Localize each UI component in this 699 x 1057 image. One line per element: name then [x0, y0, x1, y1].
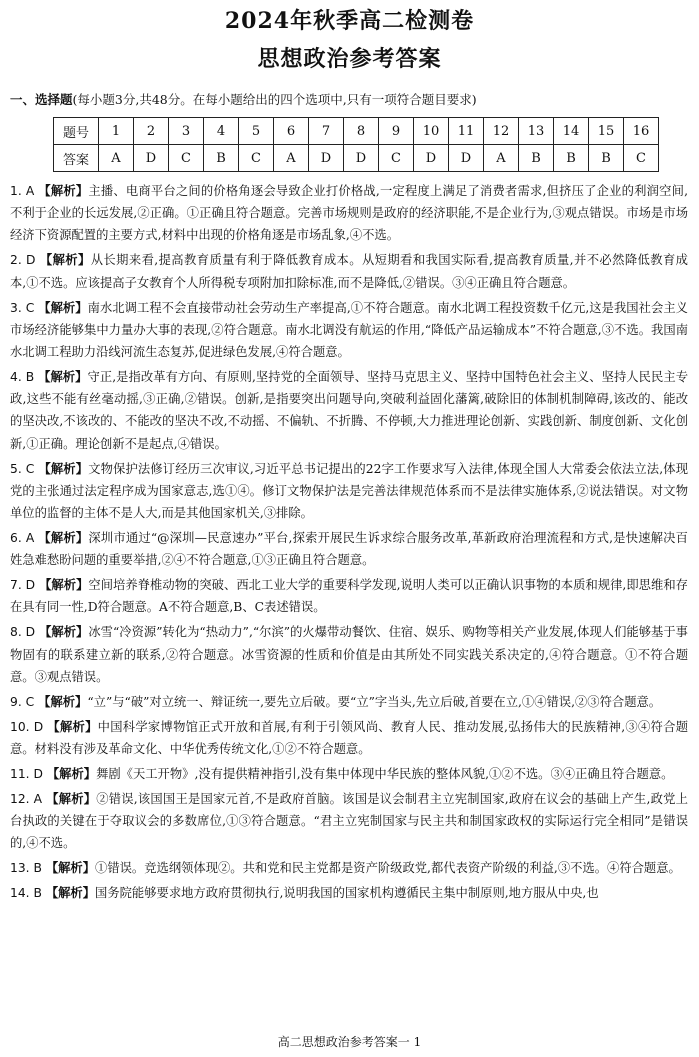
item-explanation-text: 深圳市通过“@深圳—民意速办”平台,探索开展民生诉求综合服务改革,革新政府治理流程和方式,是快速解决百姓急难愁盼问题的重要举措,②④不符合题意,①③正确且符合题意。 [10, 531, 688, 568]
explanation-item [10, 574, 688, 618]
question-number-cell: 12 [484, 118, 519, 145]
explanation-item [10, 180, 688, 247]
answer-cell: D [134, 145, 169, 172]
answer-cell: A [274, 145, 309, 172]
row-label-number: 题号 [54, 118, 99, 145]
item-explanation-text: 从长期来看,提高教育质量有利于降低教育成本。从短期看和我国实际看,提高教育质量,并不必然降低教育成本,①不选。应该提高子女教育个人所得税专项附加扣除标准,而不是降低,②错误。③④正确且符合题意。 [10, 253, 688, 290]
question-number-cell: 13 [519, 118, 554, 145]
analysis-tag: 【解析】 [46, 792, 97, 807]
item-explanation-text: 舞剧《天工开物》,没有提供精神指引,没有集中体现中华民族的整体风貌,①②不选。③④正确且符合题意。 [96, 767, 674, 782]
answer-cell: C [624, 145, 659, 172]
answer-cell: B [204, 145, 239, 172]
answer-cell: B [519, 145, 554, 172]
explanation-item [10, 763, 688, 785]
analysis-tag: 【解析】 [38, 370, 88, 385]
item-explanation-text: 主播、电商平台之间的价格角逐会导致企业打价格战,一定程度上满足了消费者需求,但挤压了企业的利润空间,不利于企业的长远发展,②正确。①正确且符合题意。完善市场规则是政府的经济职能,不是企业行为,③观点错误。市场是市场经济下资源配置的主要方式,材料中出现的价格角逐是市场乱象,④不选。 [10, 184, 688, 243]
analysis-tag: 【解析】 [38, 694, 88, 709]
item-number-answer: 10. D [10, 719, 44, 734]
item-explanation-text: “立”与“破”对立统一、辩证统一,要先立后破。要“立”字当头,先立后破,首要在立,①④错误,②③符合题意。 [87, 694, 662, 709]
answer-cell: D [414, 145, 449, 172]
item-number-answer: 2. D [10, 253, 36, 268]
item-explanation-text: 文物保护法修订经历三次审议,习近平总书记提出的22字工作要求写入法律,体现全国人大常委会依法立法,体现党的主张通过法定程序成为国家意志,选①④。修订文物保护法是完善法律规范体系而不是法律实施体系,②说法错误。对文物单位的监督的主体不是人大,而是其他国家机关,③排除。 [10, 461, 688, 521]
item-number-answer: 3. C [10, 300, 35, 315]
item-explanation-text: 南水北调工程不会直接带动社会劳动生产率提高,①不符合题意。南水北调工程投资数千亿元,这是我国社会主义市场经济能够集中力量办大事的表现,②符合题意。南水北调没有航运的作用,“降低产品运输成本”不符合题意,③不选。我国南水北调工程助力沿线河流生态复苏,促进绿色发展,④符合题意。 [10, 300, 688, 360]
analysis-tag: 【解析】 [45, 861, 96, 876]
question-number-cell: 14 [554, 118, 589, 145]
question-number-cell: 11 [449, 118, 484, 145]
explanation-item [10, 857, 688, 879]
analysis-tag: 【解析】 [38, 531, 89, 546]
item-number-answer: 13. B [10, 861, 42, 876]
question-number-cell: 15 [589, 118, 624, 145]
question-number-cell: 1 [99, 118, 134, 145]
answer-cell: A [99, 145, 134, 172]
item-number-answer: 14. B [10, 886, 42, 901]
section-heading: 一、选择题 [10, 92, 73, 107]
item-number-answer: 8. D [10, 625, 36, 640]
item-number-answer: 6. A [10, 531, 35, 546]
analysis-tag: 【解析】 [45, 886, 96, 901]
explanation-item [10, 527, 688, 571]
item-number-answer: 1. A [10, 184, 35, 198]
item-number-answer: 9. C [10, 694, 35, 709]
analysis-tag: 【解析】 [46, 767, 97, 782]
explanation-list [10, 180, 688, 907]
item-number-answer: 5. C [10, 461, 35, 476]
analysis-tag: 【解析】 [38, 300, 88, 315]
question-number-cell: 2 [134, 118, 169, 145]
question-number-cell: 10 [414, 118, 449, 145]
explanation-item [10, 691, 688, 713]
question-number-cell: 8 [344, 118, 379, 145]
answer-table-answer-row [54, 145, 659, 172]
item-explanation-text: 守正,是指改革有方向、有原则,坚持党的全面领导、坚持马克思主义、坚持中国特色社会主义、坚持人民民主专政,这些不能有丝毫动摇,③正确,②错误。创新,是指要突出问题导向,突破利益固化藩篱,破除旧的体制机制障碍,该改的、能改的坚决改,不该改的、不能改的坚决不改,不动摇、不偏轨、不折腾、不停顿,大力推进理论创新、实践创新、制度创新、文化创新,①正确。理论创新不是起点,④错误。 [10, 370, 688, 451]
item-explanation-text: 空间培养脊椎动物的突破、西北工业大学的重要科学发现,说明人类可以正确认识事物的本质和规律,即思维和存在具有同一性,D符合题意。A不符合题意,B、C表述错误。 [10, 578, 688, 615]
question-number-cell: 5 [239, 118, 274, 145]
page-footer: 高二思想政治参考答案一 1 [277, 1035, 422, 1049]
item-explanation-text: ①错误。竞选纲领体现②。共和党和民主党都是资产阶级政党,都代表资产阶级的利益,③不选。④符合题意。 [95, 861, 681, 876]
explanation-item [10, 366, 688, 455]
item-explanation-text: 国务院能够要求地方政府贯彻执行,说明我国的国家机构遵循民主集中制原则,地方服从中央,也 [95, 886, 599, 901]
answer-cell: D [344, 145, 379, 172]
explanation-item [10, 621, 688, 688]
row-label-answer: 答案 [54, 145, 99, 172]
analysis-tag: 【解析】 [47, 719, 98, 734]
section-instruction: (每小题3分,共48分。在每小题给出的四个选项中,只有一项符合题目要求) [72, 92, 477, 107]
analysis-tag: 【解析】 [39, 578, 89, 593]
analysis-tag: 【解析】 [38, 461, 89, 476]
answer-table-number-row [54, 118, 659, 145]
item-explanation-text: ②错误,该国国王是国家元首,不是政府首脑。该国是议会制君主立宪制国家,政府在议会的基础上产生,政党上台执政的关键在于夺取议会的多数席位,①③符合题意。“君主立宪制国家与民主共和制国家政权的实际运行完全相同”是错误的,④不选。 [10, 792, 688, 851]
answer-cell: C [239, 145, 274, 172]
exam-title: 2024年秋季高二检测卷 [224, 8, 475, 34]
analysis-tag: 【解析】 [39, 625, 89, 640]
explanation-item [10, 716, 688, 760]
question-number-cell: 6 [274, 118, 309, 145]
answer-cell: A [484, 145, 519, 172]
question-number-cell: 3 [169, 118, 204, 145]
item-number-answer: 7. D [10, 578, 36, 593]
question-number-cell: 7 [309, 118, 344, 145]
section-header [10, 90, 690, 108]
question-number-cell: 16 [624, 118, 659, 145]
answer-table [53, 117, 659, 172]
answer-cell: D [309, 145, 344, 172]
answer-cell: C [169, 145, 204, 172]
answer-cell: D [449, 145, 484, 172]
explanation-item [10, 458, 688, 525]
item-number-answer: 4. B [10, 370, 35, 385]
answer-cell: C [379, 145, 414, 172]
item-number-answer: 11. D [10, 767, 43, 782]
question-number-cell: 9 [379, 118, 414, 145]
analysis-tag: 【解析】 [39, 253, 91, 268]
analysis-tag: 【解析】 [38, 184, 89, 198]
answer-cell: B [554, 145, 589, 172]
item-number-answer: 12. A [10, 792, 43, 807]
explanation-item [10, 788, 688, 855]
item-explanation-text: 中国科学家博物馆正式开放和首展,有利于引领风尚、教育人民、推动发展,弘扬伟大的民族精神,③④符合题意。材料没有涉及革命文化、中华优秀传统文化,①②不符合题意。 [10, 719, 688, 757]
question-number-cell: 4 [204, 118, 239, 145]
exam-subtitle: 思想政治参考答案 [257, 47, 442, 72]
explanation-item [10, 297, 688, 364]
explanation-item [10, 882, 688, 904]
explanation-item [10, 249, 688, 293]
item-explanation-text: 冰雪“冷资源”转化为“热动力”,“尔滨”的火爆带动餐饮、住宿、娱乐、购物等相关产业发展,体现人们能够基于事物固有的联系建立新的联系,②符合题意。冰雪资源的性质和价值是由其所处不同实践关系决定的,④符合题意。①不符合题意。③观点错误。 [10, 625, 688, 684]
answer-cell: B [589, 145, 624, 172]
